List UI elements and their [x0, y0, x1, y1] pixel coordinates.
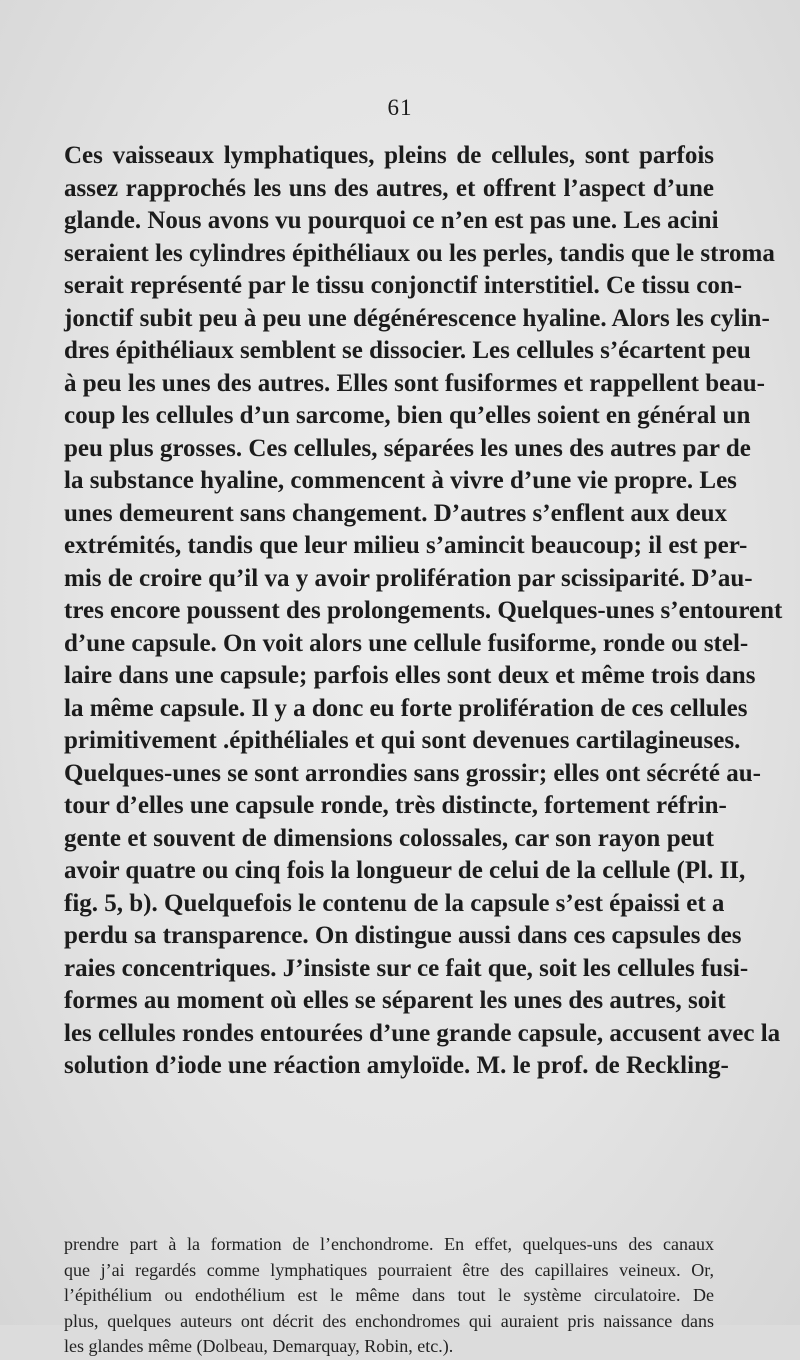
body-line: jonctif subit peu à peu une dégénérescence hyaline. Alors les cylin- — [64, 304, 770, 332]
body-line: avoir quatre ou cinq fois la longueur de celui de la cellule (Pl. II, — [64, 857, 746, 884]
body-line: la même capsule. Il y a donc eu forte prolifération de ces cellules — [64, 694, 748, 722]
body-line: assez rapprochés les uns des autres, et offrent l’aspect d’une — [64, 174, 714, 202]
footnote-line: que j’ai regardés comme lymphatiques pourraient être des capillaires veineux. Or, — [64, 1259, 714, 1280]
body-line: tour d’elles une capsule ronde, très distincte, fortement réfrin- — [64, 792, 727, 819]
body-line: peu plus grosses. Ces cellules, séparées les unes des autres par de — [64, 434, 751, 462]
footnote-line: les glandes même (Dolbeau, Demarquay, Robin, etc.). — [64, 1336, 454, 1356]
body-line: Ces vaisseaux lymphatiques, pleins de cellules, sont parfois — [64, 142, 714, 169]
footnote-line: l’épithélium ou endothélium est le même dans tout le système circulatoire. De — [64, 1285, 714, 1305]
footnote-line: prendre part à la formation de l’enchondrome. En effet, quelques-uns des canaux — [64, 1234, 714, 1254]
body-line: laire dans une capsule; parfois elles sont deux et même trois dans — [64, 662, 756, 689]
body-line: fig. 5, b). Quelquefois le contenu de la capsule s’est épaissi et a — [64, 889, 725, 917]
body-line: les cellules rondes entourées d’une grande capsule, accusent avec la — [64, 1019, 781, 1047]
body-line: dres épithéliaux semblent se dissocier. Les cellules s’écartent peu — [64, 337, 751, 364]
footnote — [64, 1232, 714, 1360]
body-line: gente et souvent de dimensions colossales, car son rayon peut — [64, 824, 714, 852]
body-line: seraient les cylindres épithéliaux ou les perles, tandis que le stroma — [64, 239, 775, 267]
body-line: coup les cellules d’un sarcome, bien qu’elles soient en général un — [64, 402, 751, 429]
body-line: d’une capsule. On voit alors une cellule fusiforme, ronde ou stel- — [64, 629, 749, 657]
body-text — [64, 140, 783, 1083]
body-line: primitivement .épithéliales et qui sont devenues cartilagineuses. — [64, 727, 741, 754]
body-line: tres encore poussent des prolongements. Quelques-unes s’entourent — [64, 597, 783, 624]
body-line: unes demeurent sans changement. D’autres s’enflent aux deux — [64, 499, 727, 527]
body-line: formes au moment où elles se séparent les unes des autres, soit — [64, 987, 726, 1014]
page-number: 61 — [387, 95, 413, 120]
body-line: solution d’iode une réaction amyloïde. M. le prof. de Reckling- — [64, 1052, 729, 1079]
body-line: extrémités, tandis que leur milieu s’amincit beaucoup; il est per- — [64, 532, 748, 559]
footnote-line: plus, quelques auteurs ont décrit des enchondromes qui auraient pris naissance dans — [64, 1310, 714, 1331]
body-line: la substance hyaline, commencent à vivre d’une vie propre. Les — [64, 467, 737, 494]
body-line: serait représenté par le tissu conjonctif interstitiel. Ce tissu con- — [64, 272, 743, 299]
body-line: mis de croire qu’il va y avoir prolifération par scissiparité. D’au- — [64, 564, 753, 592]
body-line: glande. Nous avons vu pourquoi ce n’en est pas une. Les acini — [64, 207, 719, 234]
body-line: Quelques-unes se sont arrondies sans grossir; elles ont sécrété au- — [64, 759, 761, 787]
body-line: à peu les unes des autres. Elles sont fusiformes et rappellent beau- — [64, 369, 765, 397]
body-line: raies concentriques. J’insiste sur ce fait que, soit les cellules fusi- — [64, 954, 749, 982]
body-line: perdu sa transparence. On distingue aussi dans ces capsules des — [64, 922, 742, 949]
